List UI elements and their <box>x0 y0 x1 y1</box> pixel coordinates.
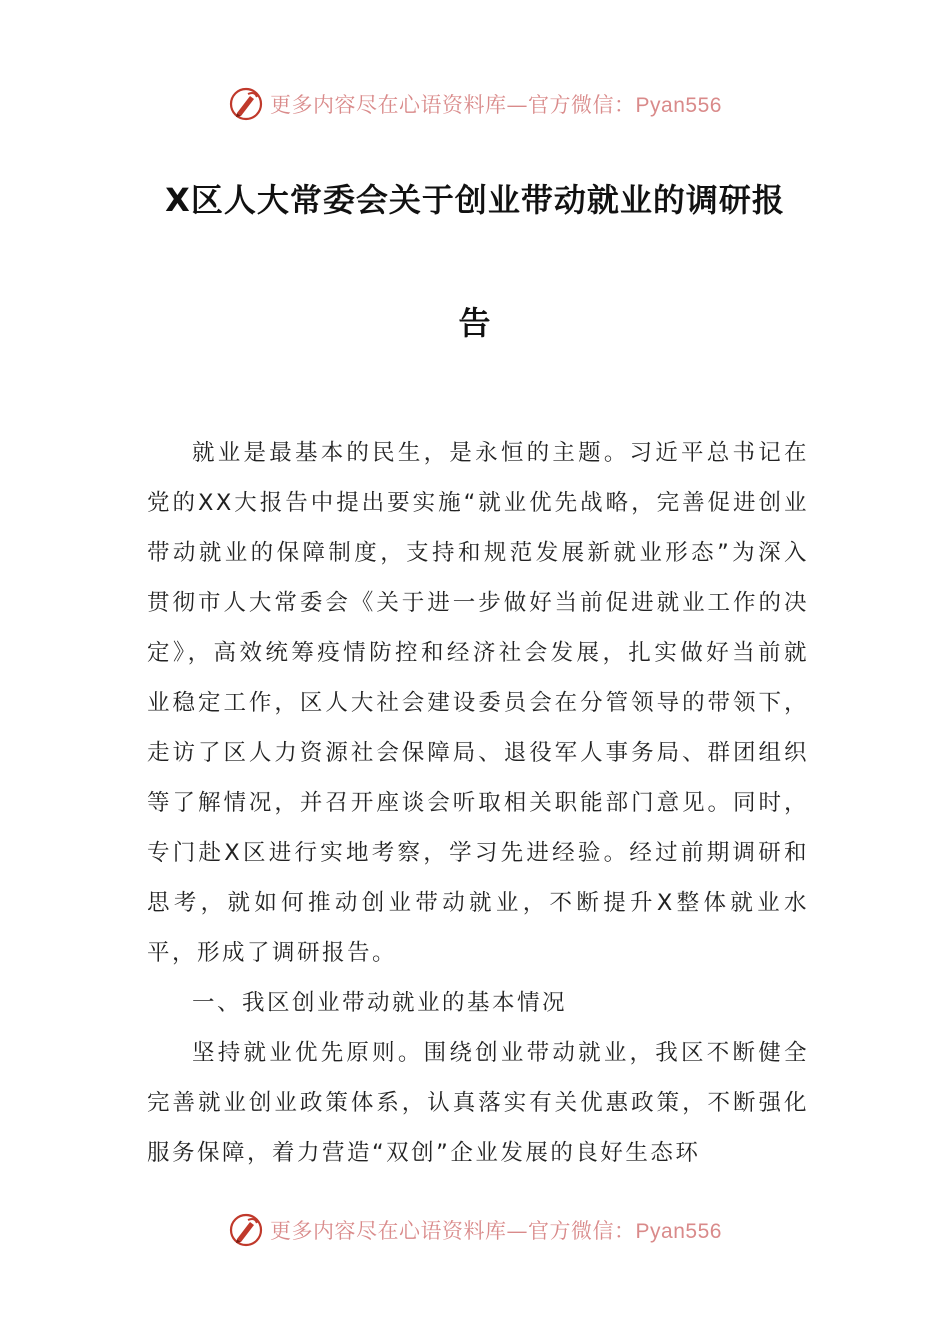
watermark-text: 更多内容尽在心语资料库—官方微信：Pyan556 <box>270 1219 722 1243</box>
document-title-line-2: 告 <box>458 304 492 342</box>
pen-logo-icon <box>228 1212 264 1248</box>
watermark-text: 更多内容尽在心语资料库—官方微信：Pyan556 <box>270 93 722 117</box>
document-body <box>147 428 809 1178</box>
paragraph-intro: 就业是最基本的民生，是永恒的主题。习近平总书记在党的XX大报告中提出要实施“就业优先战略，完善促进创业带动就业的保障制度，支持和规范发展新就业形态”为深入贯彻市人大常委会《关于进一步做好当前促进就业工作的决定》，高效统筹疫情防控和经济社会发展，扎实做好当前就业稳定工作，区人大社会建设委员会在分管领导的带领下，走访了区人力资源社会保障局、退役军人事务局、群团组织等了解情况，并召开座谈会听取相关职能部门意见。同时，专门赴X区进行实地考察，学习先进经验。经过前期调研和思考，就如何推动创业带动就业，不断提升X整体就业水平，形成了调研报告。 <box>147 440 809 966</box>
paragraph-employment-priority: 坚持就业优先原则。围绕创业带动就业，我区不断健全完善就业创业政策体系，认真落实有关优惠政策，不断强化服务保障，着力营造“双创”企业发展的良好生态环 <box>147 1040 809 1166</box>
document-title-line-1: X区人大常委会关于创业带动就业的调研报 <box>165 181 785 219</box>
watermark-wechat-id: Pyan556 <box>635 94 722 117</box>
watermark-wechat-id: Pyan556 <box>635 1220 722 1243</box>
watermark-footer <box>0 1210 950 1250</box>
pen-logo-icon <box>228 86 264 122</box>
watermark-header <box>0 84 950 124</box>
section-heading-1: 一、我区创业带动就业的基本情况 <box>192 990 568 1016</box>
